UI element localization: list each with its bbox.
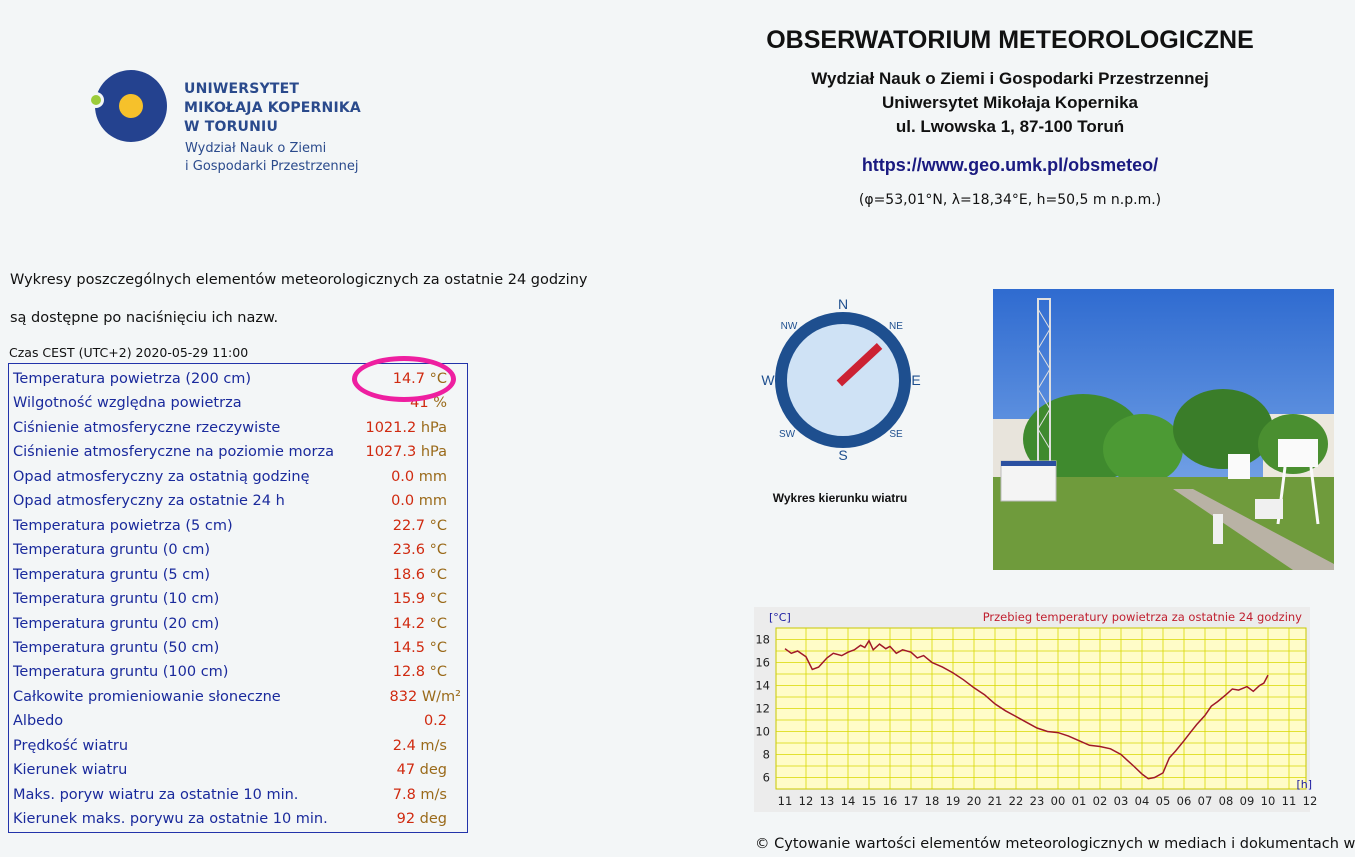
header-university: Uniwersytet Mikołaja Kopernika: [881, 93, 1139, 112]
measurement-name-link[interactable]: Temperatura gruntu (0 cm): [13, 542, 211, 559]
measurement-name-link[interactable]: Albedo: [13, 713, 64, 730]
compass-sw: SW: [778, 429, 796, 440]
value-number: 0.0: [391, 468, 415, 485]
chart-y-tick: 14: [755, 678, 770, 693]
table-row: [9, 539, 467, 563]
chart-x-tick: 14: [840, 794, 856, 808]
wind-chart-link[interactable]: Wykres kierunku wiatru: [772, 491, 908, 505]
chart-x-tick: 06: [1176, 794, 1192, 808]
table-row: [9, 466, 467, 490]
chart-x-tick: 11: [777, 794, 793, 808]
value-number: 41: [410, 395, 429, 412]
table-row: [9, 613, 467, 637]
measurement-name-link[interactable]: Ciśnienie atmosferyczne rzeczywiste: [13, 419, 281, 436]
header-faculty: Wydział Nauk o Ziemi i Gospodarki Przestrzennej: [811, 69, 1209, 88]
chart-x-tick: 15: [861, 794, 877, 808]
measurement-name-link[interactable]: Kierunek wiatru: [13, 762, 128, 779]
value-number: 2.4: [392, 737, 416, 754]
value-unit: m/s: [420, 737, 447, 754]
measurement-value: [339, 567, 447, 583]
table-row: [9, 661, 467, 685]
value-unit: mm: [418, 468, 447, 485]
chart-x-tick: 16: [882, 794, 898, 808]
table-row: [9, 710, 467, 734]
measurement-name-link[interactable]: Temperatura powietrza (5 cm): [13, 517, 233, 534]
logo-line-1: UNIWERSYTET: [184, 81, 300, 97]
value-unit: °C: [429, 542, 447, 559]
chart-x-tick: 18: [924, 794, 940, 808]
compass-e: E: [911, 372, 921, 388]
value-number: 7.8: [392, 786, 416, 803]
value-unit: °C: [429, 591, 447, 608]
chart-x-tick: 19: [945, 794, 961, 808]
compass-ne: NE: [889, 321, 903, 332]
value-unit: °C: [429, 664, 447, 681]
station-coordinates: (φ=53,01°N, λ=18,34°E, h=50,5 m n.p.m.): [858, 192, 1162, 208]
table-row: [9, 515, 467, 539]
value-unit: deg: [419, 811, 447, 828]
chart-x-tick: 22: [1008, 794, 1024, 808]
value-unit: mm: [418, 493, 447, 510]
chart-x-tick: 01: [1071, 794, 1087, 808]
measurement-name-link[interactable]: Kierunek maks. porywu za ostatnie 10 min.: [13, 811, 328, 828]
chart-x-tick: 12: [1302, 794, 1318, 808]
value-unit: °C: [429, 566, 447, 583]
value-number: 0.0: [391, 493, 415, 510]
value-unit: deg: [419, 762, 447, 779]
measurement-value: [339, 640, 447, 656]
page-header: [720, 26, 1300, 208]
highlight-oval: [352, 356, 456, 402]
compass-w: W: [761, 372, 775, 388]
value-number: 14.7: [392, 371, 426, 387]
logo-line-5: i Gospodarki Przestrzennej: [185, 159, 359, 174]
value-unit: °C: [429, 371, 447, 387]
measurement-value: [339, 591, 447, 607]
wind-compass-graphic: [756, 294, 936, 474]
chart-y-tick: 12: [755, 701, 770, 716]
value-number: 47: [396, 762, 416, 779]
logo-line-3: W TORUNIU: [184, 119, 279, 135]
intro-text-2: są dostępne po naciśnięciu ich nazw.: [10, 310, 279, 326]
measurement-name-link[interactable]: Temperatura gruntu (100 cm): [13, 664, 229, 681]
chart-x-tick: 00: [1050, 794, 1066, 808]
chart-y-tick: 8: [762, 747, 770, 762]
measurement-name-link[interactable]: Opad atmosferyczny za ostatnią godzinę: [13, 468, 310, 485]
measurement-value: [339, 616, 447, 632]
measurement-value: [339, 493, 447, 509]
measurement-value: [339, 713, 447, 729]
value-number: 22.7: [392, 517, 426, 534]
university-emblem-icon: [88, 68, 170, 148]
value-unit: hPa: [420, 444, 447, 461]
value-number: 1021.2: [365, 419, 417, 436]
header-address: ul. Lwowska 1, 87-100 Toruń: [895, 117, 1125, 136]
logo-line-4: Wydział Nauk o Ziemi: [185, 141, 327, 156]
chart-xlabel: [h]: [1296, 778, 1312, 791]
measurement-value: [339, 518, 447, 534]
measurement-value: [339, 542, 447, 558]
measurement-name-link[interactable]: Temperatura gruntu (50 cm): [13, 639, 220, 656]
chart-x-tick: 23: [1029, 794, 1045, 808]
table-row: [9, 490, 467, 514]
chart-x-tick: 04: [1134, 794, 1150, 808]
chart-x-tick: 03: [1113, 794, 1129, 808]
temperature-chart-graphic: [754, 607, 1318, 812]
compass-n: N: [837, 296, 849, 312]
measurement-name-link[interactable]: Maks. poryw wiatru za ostatnie 10 min.: [13, 786, 299, 803]
measurement-name-link[interactable]: Wilgotność względna powietrza: [13, 395, 242, 412]
chart-x-tick: 05: [1155, 794, 1171, 808]
chart-x-tick: 17: [903, 794, 919, 808]
measurement-name-link[interactable]: Temperatura gruntu (20 cm): [13, 615, 220, 632]
table-row: [9, 441, 467, 465]
measurement-value: [339, 787, 447, 803]
value-number: 14.2: [392, 615, 426, 632]
measurement-name-link[interactable]: Ciśnienie atmosferyczne na poziomie morza: [13, 444, 334, 461]
compass-s: S: [838, 447, 848, 463]
table-row: [9, 759, 467, 783]
value-number: 1027.3: [365, 444, 417, 461]
university-logo: [88, 68, 378, 178]
table-row: [9, 417, 467, 441]
measurement-name-link[interactable]: Temperatura gruntu (10 cm): [13, 591, 220, 608]
value-number: 12.8: [392, 664, 426, 681]
chart-x-tick: 11: [1281, 794, 1297, 808]
chart-x-tick: 10: [1260, 794, 1276, 808]
chart-x-tick: 12: [798, 794, 814, 808]
measurement-value: [339, 811, 447, 827]
value-number: 0.2: [423, 713, 447, 730]
chart-y-tick: 16: [755, 655, 770, 670]
table-row: [9, 564, 467, 588]
value-unit: %: [433, 395, 447, 412]
measurement-value: [339, 762, 447, 778]
logo-line-2: MIKOŁAJA KOPERNIKA: [184, 100, 361, 116]
chart-x-tick: 13: [819, 794, 835, 808]
temperature-chart[interactable]: [754, 607, 1318, 812]
value-number: 832: [389, 688, 418, 705]
chart-x-tick: 08: [1218, 794, 1234, 808]
table-row: [9, 735, 467, 759]
measurement-name-link[interactable]: Temperatura powietrza (200 cm): [13, 371, 252, 387]
chart-y-tick: 18: [755, 632, 770, 647]
measurement-name-link[interactable]: Całkowite promieniowanie słoneczne: [13, 688, 281, 705]
chart-x-tick: 02: [1092, 794, 1108, 808]
value-unit: °C: [429, 517, 447, 534]
value-unit: °C: [429, 615, 447, 632]
value-number: 92: [396, 811, 416, 828]
wind-compass[interactable]: [756, 294, 936, 474]
compass-se: SE: [889, 429, 903, 440]
chart-x-tick: 07: [1197, 794, 1213, 808]
value-number: 14.5: [392, 639, 426, 656]
compass-nw: NW: [780, 321, 798, 332]
measurement-time: Czas CEST (UTC+2) 2020-05-29 11:00: [9, 345, 249, 360]
table-row: [9, 784, 467, 808]
measurement-value: [339, 664, 447, 680]
value-unit: °C: [429, 639, 447, 656]
value-unit: W/m²: [421, 688, 461, 705]
measurement-name-link[interactable]: Prędkość wiatru: [13, 737, 129, 754]
chart-x-tick: 09: [1239, 794, 1255, 808]
table-row: [9, 686, 467, 710]
measurements-table: [8, 363, 468, 833]
value-number: 15.9: [392, 591, 426, 608]
value-number: 18.6: [392, 566, 426, 583]
chart-y-tick: 6: [762, 770, 770, 785]
table-row: [9, 588, 467, 612]
intro-text-1: Wykresy poszczególnych elementów meteorologicznych za ostatnie 24 godziny: [10, 272, 588, 288]
chart-ylabel: [°C]: [769, 611, 791, 624]
measurement-value: [339, 469, 447, 485]
table-row: [9, 637, 467, 661]
value-unit: hPa: [420, 419, 447, 436]
measurement-name-link[interactable]: Temperatura gruntu (5 cm): [13, 566, 211, 583]
measurement-value: [339, 444, 447, 460]
measurement-value: [339, 689, 461, 705]
station-photo-image: [993, 289, 1334, 570]
table-row: [9, 808, 467, 832]
chart-title: Przebieg temperatury powietrza za ostatnie 24 godziny: [982, 610, 1302, 624]
measurement-value: [339, 738, 447, 754]
website-link[interactable]: https://www.geo.umk.pl/obsmeteo/: [861, 155, 1159, 175]
chart-y-tick: 10: [755, 724, 770, 739]
measurement-value: [339, 420, 447, 436]
measurement-name-link[interactable]: Opad atmosferyczny za ostatnie 24 h: [13, 493, 285, 510]
value-number: 23.6: [392, 542, 426, 559]
station-photo: [993, 289, 1334, 570]
page-title: OBSERWATORIUM METEOROLOGICZNE: [766, 26, 1254, 54]
value-unit: m/s: [420, 786, 447, 803]
chart-x-tick: 21: [987, 794, 1003, 808]
footer-text: © Cytowanie wartości elementów meteorologicznych w mediach i dokumentach w: [755, 836, 1355, 852]
chart-x-tick: 20: [966, 794, 982, 808]
